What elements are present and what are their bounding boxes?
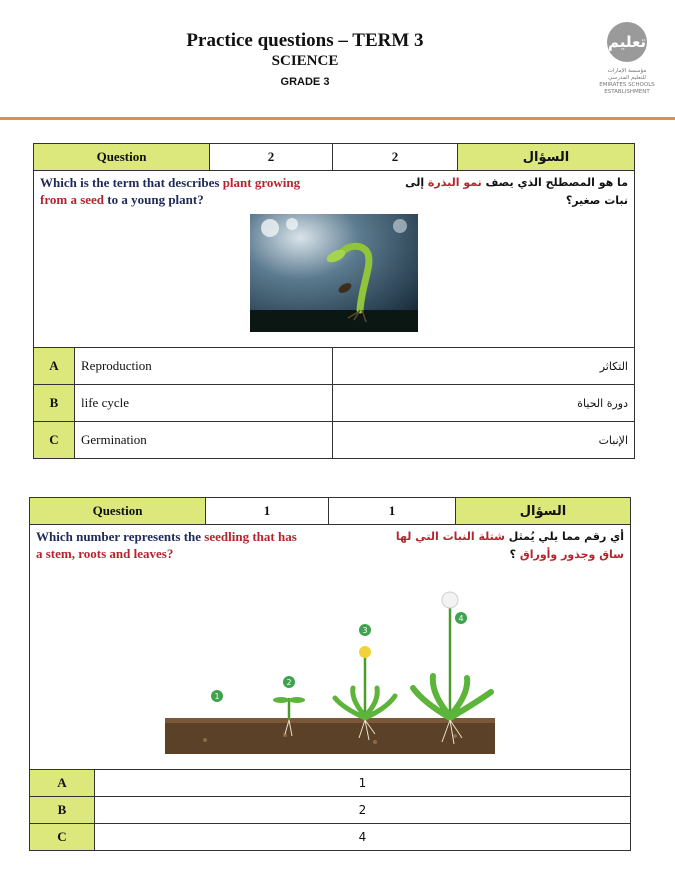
question-text-en: Which is the term that describes plant growing from a seed to a young plant? bbox=[40, 175, 301, 207]
option-letter-c: C bbox=[30, 824, 95, 851]
question-text-ar: أي رقم مما يلي يُمثل شتلة النبات التي لها ساق وجذور وأوراق ؟ bbox=[395, 530, 624, 561]
option-c-value[interactable]: 4 bbox=[95, 824, 631, 851]
question-number-ar: 1 bbox=[329, 498, 456, 525]
stage-label-1: 1 bbox=[214, 692, 220, 701]
question-text-ar: ما هو المصطلح الذي يصف نمو البذرة إلى نبات صغير؟ bbox=[405, 176, 628, 207]
option-c-en[interactable]: Germination bbox=[75, 422, 333, 459]
option-a-en[interactable]: Reproduction bbox=[75, 348, 333, 385]
question-body bbox=[34, 171, 635, 348]
question-label: Question bbox=[30, 498, 206, 525]
question-label-ar: السؤال bbox=[458, 144, 635, 171]
question-2-table bbox=[33, 143, 635, 459]
stage-label-2: 2 bbox=[286, 678, 292, 687]
page-header bbox=[0, 0, 675, 118]
sprouting-seed-image bbox=[250, 214, 418, 332]
logo-caption: مؤسسة الإمارات للتعليم المدرسي EMIRATES SCHOOLS ESTABLISHMENT bbox=[599, 68, 655, 95]
option-a-ar[interactable]: التكاثر bbox=[333, 348, 635, 385]
option-letter-a: A bbox=[30, 770, 95, 797]
question-number: 2 bbox=[210, 144, 333, 171]
option-letter-a: A bbox=[34, 348, 75, 385]
page-title: Practice questions – TERM 3 bbox=[186, 30, 424, 51]
option-c-ar[interactable]: الإنبات bbox=[333, 422, 635, 459]
subject-title: SCIENCE bbox=[271, 53, 339, 69]
option-a-value[interactable]: 1 bbox=[95, 770, 631, 797]
stage-label-4: 4 bbox=[458, 614, 464, 623]
option-b-en[interactable]: life cycle bbox=[75, 385, 333, 422]
option-b-value[interactable]: 2 bbox=[95, 797, 631, 824]
stage-label-3: 3 bbox=[362, 626, 368, 635]
question-text-en: Which number represents the seedling that has a stem, roots and leaves? bbox=[36, 529, 297, 561]
question-label: Question bbox=[34, 144, 210, 171]
logo-mark: تعليم bbox=[607, 22, 647, 62]
question-number-ar: 2 bbox=[333, 144, 458, 171]
question-number: 1 bbox=[206, 498, 329, 525]
question-1-table bbox=[29, 497, 631, 851]
question-label-ar: السؤال bbox=[456, 498, 631, 525]
ministry-logo bbox=[588, 22, 666, 110]
option-letter-c: C bbox=[34, 422, 75, 459]
header-divider bbox=[0, 117, 675, 120]
option-letter-b: B bbox=[34, 385, 75, 422]
question-body bbox=[30, 525, 631, 770]
option-b-ar[interactable]: دورة الحياة bbox=[333, 385, 635, 422]
grade-label: GRADE 3 bbox=[280, 76, 330, 88]
option-letter-b: B bbox=[30, 797, 95, 824]
seedling-stages-image bbox=[165, 590, 495, 758]
